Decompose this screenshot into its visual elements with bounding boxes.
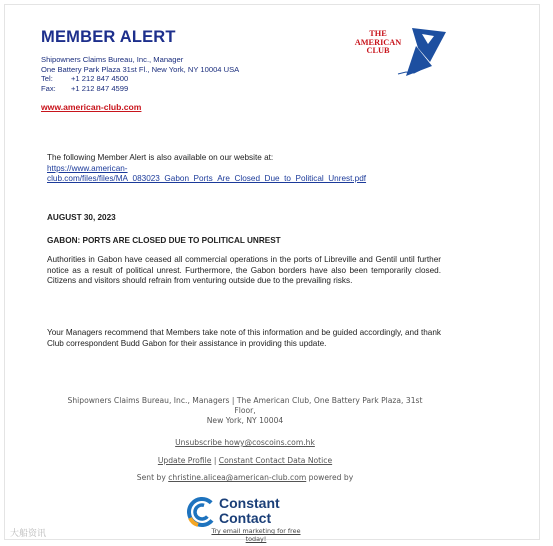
intro-block bbox=[47, 153, 441, 185]
footer-address-line2: Floor, bbox=[234, 406, 256, 415]
alert-headline: GABON: PORTS ARE CLOSED DUE TO POLITICAL UNREST bbox=[47, 236, 281, 245]
intro-text: The following Member Alert is also available on our website at: bbox=[47, 153, 274, 162]
update-profile-link[interactable]: Update Profile bbox=[157, 456, 212, 465]
profile-row bbox=[40, 456, 450, 466]
powered-by-text: powered by bbox=[308, 473, 354, 482]
constant-contact-icon bbox=[186, 496, 218, 528]
pdf-link[interactable] bbox=[47, 164, 366, 184]
sent-by-prefix: Sent by bbox=[136, 473, 166, 482]
try-free-link[interactable]: Try email marketing for free today! bbox=[211, 527, 301, 543]
logo-line-club: CLUB bbox=[366, 46, 390, 56]
fax-row bbox=[41, 84, 511, 94]
footer-address bbox=[40, 396, 450, 426]
constant-contact-logo[interactable] bbox=[186, 494, 316, 530]
logo-line-american: AMERICAN bbox=[354, 37, 402, 47]
pdf-link-line2: club.com/files/files/MA_083023_Gabon_Ports_Are_Closed_Due_to_Political_Unrest.pdf bbox=[47, 174, 367, 184]
constant-contact-wordmark bbox=[219, 496, 280, 525]
website-link[interactable]: www.american-club.com bbox=[41, 102, 142, 113]
unsubscribe-row bbox=[40, 438, 450, 448]
unsubscribe-link[interactable]: Unsubscribe howy@coscoins.com.hk bbox=[175, 438, 315, 447]
pdf-link-line1: https://www.american- bbox=[47, 163, 128, 173]
sent-by-row bbox=[40, 473, 450, 483]
fax-label: Fax: bbox=[41, 83, 56, 93]
watermark-text: 大船资讯 bbox=[10, 529, 47, 539]
footer-address-line1: Shipowners Claims Bureau, Inc., Managers | The American Club, One Battery Park Plaza, 31st bbox=[67, 396, 423, 405]
alert-date: AUGUST 30, 2023 bbox=[47, 213, 116, 222]
footer-address-line3: New York, NY 10004 bbox=[206, 416, 284, 425]
company-address: One Battery Park Plaza 31st Fl., New York, NY 10004 USA bbox=[41, 64, 240, 74]
cc-word-constant: Constant bbox=[219, 495, 280, 511]
sender-email-link[interactable]: christine.alicea@american-club.com bbox=[168, 473, 307, 482]
alert-paragraph-1: Authorities in Gabon have ceased all commercial operations in the ports of Libreville and Gentil until further notice as a result of political unrest. Furthermore, the Gabon borders have also been temporarily closed. Citizens and visitors should refrain from venturing outside due to the prevailing risks. bbox=[47, 255, 441, 286]
cc-word-contact: Contact bbox=[219, 509, 272, 526]
fax-number: +1 212 847 4599 bbox=[71, 83, 129, 93]
tel-label: Tel: bbox=[41, 74, 53, 84]
page-title: MEMBER ALERT bbox=[41, 28, 176, 46]
company-name: Shipowners Claims Bureau, Inc., Manager bbox=[41, 55, 184, 64]
tel-number: +1 212 847 4500 bbox=[71, 74, 129, 84]
footer-separator: | bbox=[213, 456, 217, 465]
alert-paragraph-2: Your Managers recommend that Members take note of this information and be guided accordingly, and thank Club correspondent Budd Gabon for their assistance in providing this update. bbox=[47, 328, 441, 348]
logo-line-the: THE bbox=[369, 29, 387, 38]
eagle-flag-icon bbox=[346, 26, 450, 80]
data-notice-link[interactable]: Constant Contact Data Notice bbox=[218, 456, 333, 465]
american-club-logo[interactable] bbox=[346, 26, 450, 80]
